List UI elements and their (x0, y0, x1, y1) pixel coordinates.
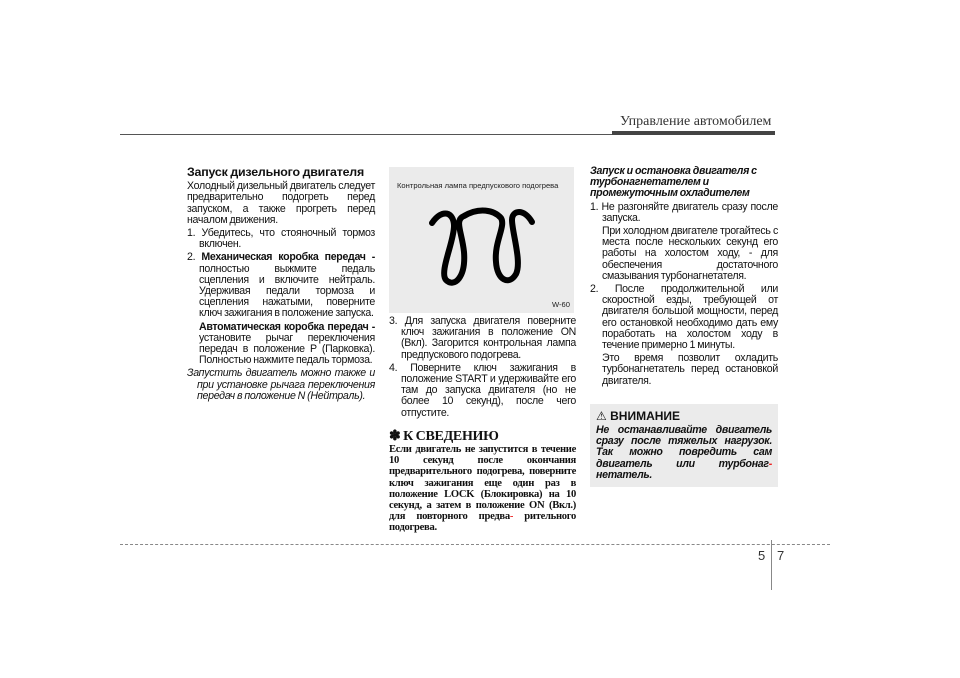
step-1: 1. Убедитесь, что стояночный тормоз включен. (187, 227, 375, 251)
right-column (590, 166, 778, 389)
footer-rule (120, 544, 830, 545)
warning-body: Не останавливайте двигатель сразу после тяжелых нагрузок. Так можно повредить сам двигатель или турбонаг (596, 424, 772, 470)
warning-box (590, 404, 778, 487)
glow-lamp-figure (389, 167, 574, 313)
heading-diesel-start: Запуск дизельного двигателя (187, 165, 364, 179)
auto-gearbox-text: установите рычаг переключения передач в положение P (Парковка). Полностью нажмите педаль тормоза. (199, 331, 375, 367)
info-body: Если двигатель не запустится в течение 10 секунд после окончания предварительного подогрева, поверните ключ зажигания еще один раз в положение LOCK (Блокировка) на 10 секунд, а затем в положение ON (Вкл.) для повторного предва (389, 444, 576, 523)
info-title: ✽ К СВЕДЕНИЮ (389, 428, 499, 444)
middle-column (389, 316, 576, 534)
turbo-step-2: 2. После продолжительной или скоростной езды, требующей от двигателя большой мощности, перед его остановкой необходимо дать ему поработать на холостом ходу в течение примерно 1 минуты. (590, 283, 778, 352)
warning-triangle-icon: ⚠ (596, 409, 607, 423)
warning-title-text: ВНИМАНИЕ (610, 409, 681, 423)
glow-plug-coil-icon (424, 202, 539, 287)
turbo-step-1: 1. Не разгоняйте двигатель сразу после запуска. (590, 200, 778, 224)
turbo-step-1-sub: При холодном двигателе трогайтесь с места после нескольких секунд его работы на холостом ходу, - для обеспечения достаточного смазывания турбонагнетателя. (602, 225, 778, 282)
step-3: 3. Для запуска двигателя поверните ключ зажигания в положение ON (Вкл). Загорится контрольная лампа предпускового подогрева. (389, 315, 576, 361)
page-number-divider (771, 540, 772, 590)
figure-caption: Контрольная лампа предпускового подогрева (397, 181, 559, 190)
turbo-step-2-sub: Это время позволит охладить турбонагнетатель перед остановкой двигателя. (602, 352, 778, 387)
section-number: 5 (758, 548, 766, 563)
info-end: рительного подогрева. (389, 511, 576, 534)
figure-code: W-60 (551, 300, 570, 309)
left-column (187, 167, 375, 402)
step-4: 4. Поверните ключ зажигания в положение START и удерживайте его там до запуска двигателя (но не более 10 секунд), после чего отпустите. (389, 361, 576, 419)
step-num: 2. (187, 251, 202, 264)
warning-title (596, 409, 772, 423)
auto-gearbox-label: Автоматическая коробка передач - (199, 320, 375, 333)
warning-end: нетатель. (596, 468, 653, 481)
header-bar (612, 131, 775, 135)
hyphen: - (509, 511, 514, 523)
section-title: Управление автомобилем (620, 114, 772, 129)
neutral-note: Запустить двигатель можно также и при установке рычага переключения передач в положение N (Нейтраль). (187, 367, 375, 402)
heading-turbo: Запуск и остановка двигателя с турбонагнетателем и промежуточным охладителем (590, 165, 757, 200)
intro-text: Холодный дизельный двигатель следует предварительно подогреть перед запуском, а также прогреть перед началом движения. (187, 180, 375, 226)
manual-gearbox-text: полностью выжмите педаль сцепления и включите нейтраль. Удерживая педали тормоза и сцепления нажатыми, поверните ключ зажигания в положение запуска. (199, 262, 375, 320)
warning-text (596, 425, 772, 481)
step-2 (187, 252, 375, 319)
auto-gearbox (187, 322, 375, 367)
manual-gearbox-label: Механическая коробка передач - (201, 251, 375, 264)
info-text (389, 444, 576, 534)
header-rule (120, 134, 612, 135)
hyphen: - (768, 457, 772, 470)
page-number: 7 (777, 548, 785, 563)
